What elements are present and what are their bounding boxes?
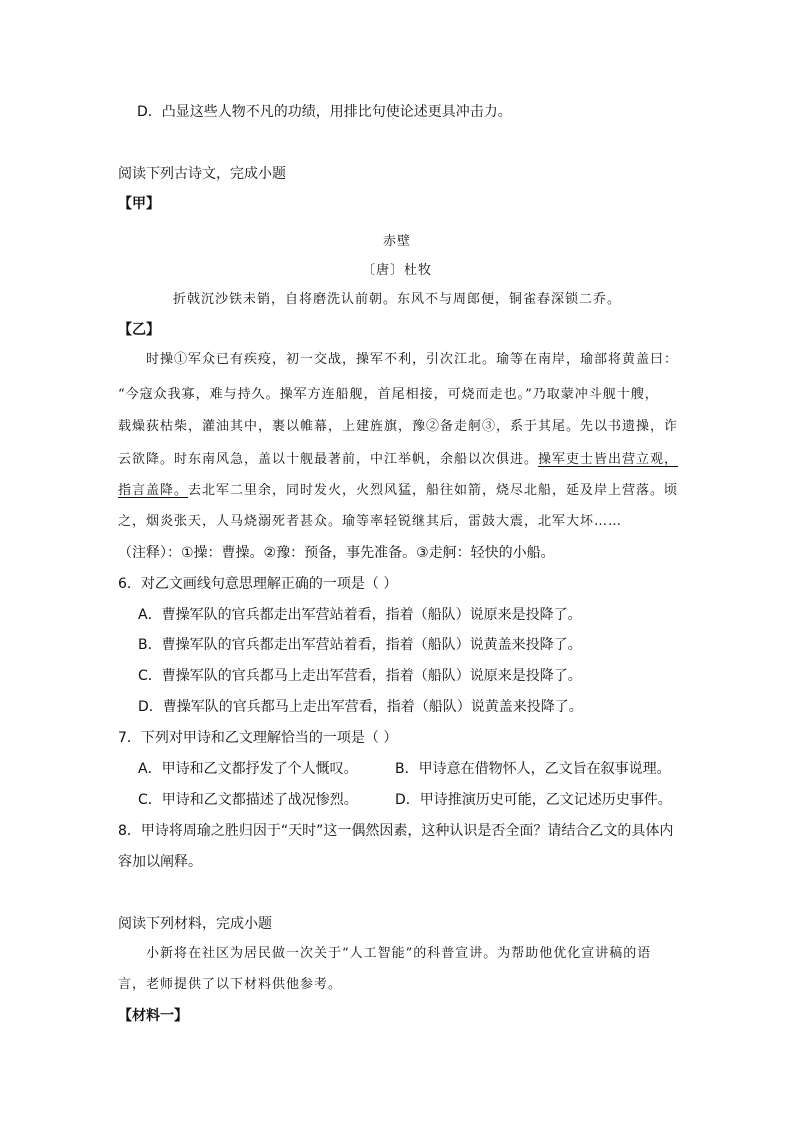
underlined-sentence: 操军吏士皆出营立观，	[538, 452, 679, 467]
question-7-stem: 7．下列对甲诗和乙文理解恰当的一项是（ ）	[118, 730, 398, 746]
materials-paragraph-line: 言，老师提供了以下材料供他参考。	[118, 977, 343, 992]
underlined-sentence: 指言盖降。	[118, 483, 189, 498]
poem-author: 〔唐〕杜牧	[361, 263, 432, 278]
prose-line-text: 去北军二里余，同时发火，火烈风猛，船往如箭，烧尽北船，延及岸上营落。顷	[188, 483, 679, 498]
poem-title: 赤壁	[382, 234, 411, 249]
label-yi: 【乙】	[118, 322, 160, 338]
prose-line	[118, 450, 678, 470]
q6-option-a: A．曹操军队的官兵都走出军营站着看，指着（船队）说原来是投降了。	[138, 607, 582, 623]
prev-option-d: D．凸显这些人物不凡的功绩，用排比句使论述更具冲击力。	[137, 104, 512, 120]
question-8-line: 容加以阐释。	[118, 854, 202, 870]
annotation: （注释）：①操：曹操。②豫：预备，事先准备。③走舸：轻快的小船。	[118, 545, 555, 561]
q6-option-d: D．曹操军队的官兵都马上走出军营看，指着（船队）说黄盖来投降了。	[138, 699, 583, 715]
prose-line-text: 云欲降。时东南风急，盖以十舰最著前，中江举帆，余船以次俱进。	[118, 452, 539, 467]
poem-text: 折戟沉沙铁未销，自将磨洗认前朝。东风不与周郎便，铜雀春深锁二乔。	[172, 292, 621, 307]
q7-option-a: A．甲诗和乙文都抒发了个人慨叹。	[138, 761, 358, 777]
q6-option-c: C．曹操军队的官兵都马上走出军营看，指着（船队）说原来是投降了。	[138, 668, 582, 684]
question-8-line: 8．甲诗将周瑜之胜归因于“天时”这一偶然因素，这种认识是否全面？请结合乙文的具体内	[118, 823, 674, 839]
label-material-one: 【材料一】	[118, 1008, 188, 1024]
question-6-stem: 6．对乙文画线句意思理解正确的一项是（ ）	[118, 576, 398, 592]
materials-paragraph-line: 小新将在社区为居民做一次关于“人工智能”的科普宣讲。为帮助他优化宣讲稿的语	[146, 946, 652, 961]
prose-line: 之，烟炎张天，人马烧溺死者甚众。瑜等率轻锐继其后，雷鼓大震，北军大坏……	[118, 514, 623, 529]
prose-line	[118, 481, 678, 501]
q6-option-b: B．曹操军队的官兵都走出军营站着看，指着（船队）说黄盖来投降了。	[138, 637, 582, 653]
label-jia: 【甲】	[118, 196, 160, 212]
prose-line: “今寇众我寡，难与持久。操军方连船舰，首尾相接，可烧而走也。”乃取蒙冲斗舰十艘，	[118, 387, 659, 402]
section-intro-poetry: 阅读下列古诗文，完成小题	[118, 166, 286, 182]
section-intro-materials: 阅读下列材料，完成小题	[118, 916, 272, 932]
q7-option-d: D．甲诗推演历史可能，乙文记述历史事件。	[395, 792, 672, 808]
q7-option-c: C．甲诗和乙文都描述了战况惨烈。	[138, 792, 358, 808]
prose-line: 时操①军众已有疾疫，初一交战，操军不利，引次江北。瑜等在南岸，瑜部将黄盖曰：	[146, 352, 679, 367]
prose-line: 载燥荻枯柴，灌油其中，裹以帷幕，上建旌旗，豫②备走舸③，系于其尾。先以书遗操，诈	[118, 419, 679, 434]
q7-option-b: B．甲诗意在借物怀人，乙文旨在叙事说理。	[395, 761, 671, 777]
